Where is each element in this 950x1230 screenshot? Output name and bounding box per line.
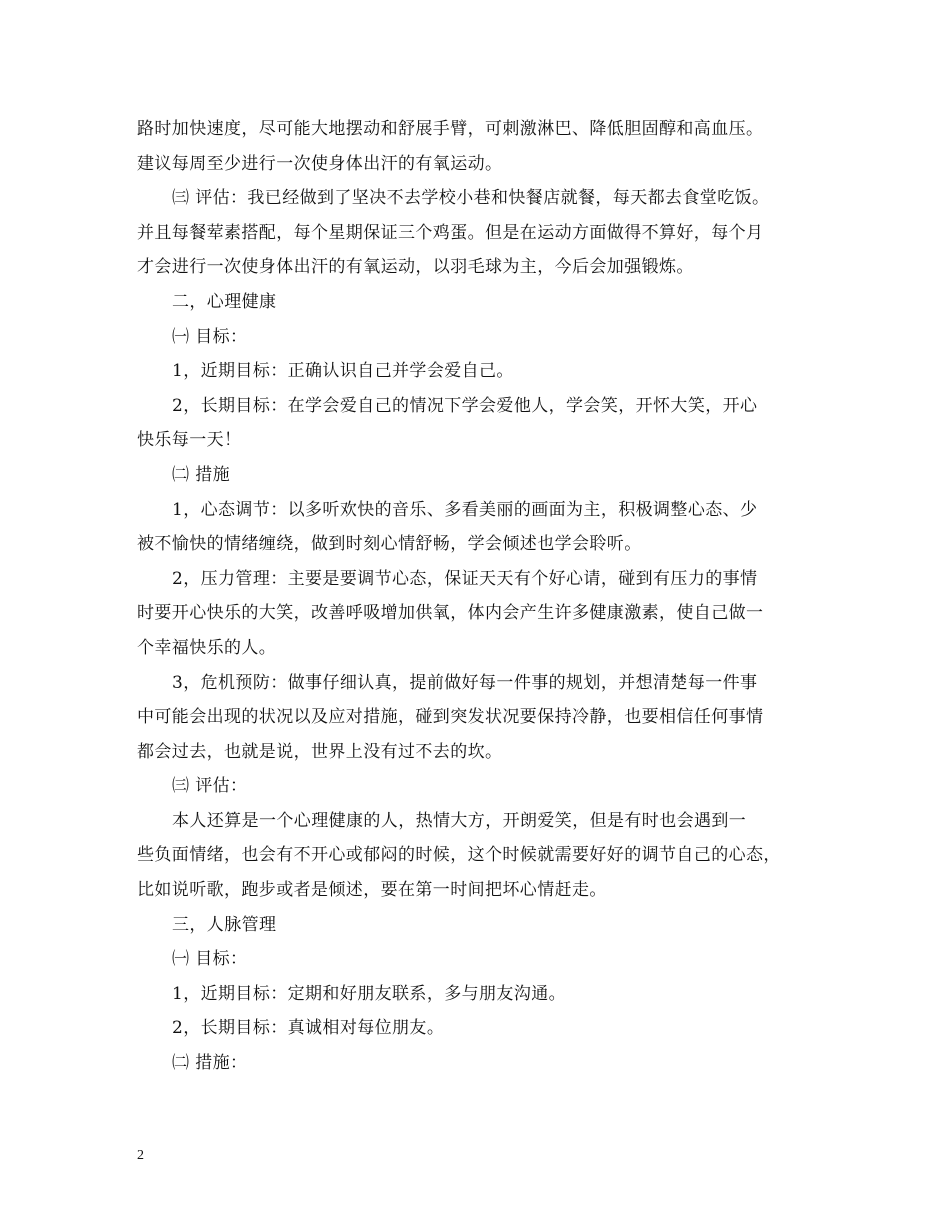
text-line: 2，压力管理：主要是要调节心态，保证天天有个好心请，碰到有压力的事情 bbox=[172, 568, 758, 589]
text-line: 都会过去，也就是说，世界上没有过不去的坎。 bbox=[137, 741, 503, 762]
text-line: ㈡ 措施 bbox=[172, 464, 231, 485]
text-line: 个幸福快乐的人。 bbox=[137, 637, 277, 658]
text-line: 时要开心快乐的大笑，改善呼吸增加供氧，体内会产生许多健康激素，使自己做一 bbox=[137, 603, 764, 624]
text-line: 比如说听歌，跑步或者是倾述，要在第一时间把坏心情赶走。 bbox=[137, 880, 607, 901]
page-number: 2 bbox=[137, 1148, 144, 1163]
text-line: 才会进行一次使身体出汗的有氧运动，以羽毛球为主，今后会加强锻炼。 bbox=[137, 257, 694, 278]
text-line: 2，长期目标：在学会爱自己的情况下学会爱他人，学会笑，开怀大笑，开心 bbox=[172, 395, 758, 416]
text-line: 1，近期目标：定期和好朋友联系，多与朋友沟通。 bbox=[172, 983, 567, 1004]
text-line: 2，长期目标：真诚相对每位朋友。 bbox=[172, 1018, 445, 1039]
text-line: ㈠ 目标： bbox=[172, 949, 248, 970]
text-line: 1，近期目标：正确认识自己并学会爱自己。 bbox=[172, 361, 514, 382]
text-line: 被不愉快的情绪缠绕，做到时刻心情舒畅，学会倾述也学会聆听。 bbox=[137, 534, 642, 555]
text-line: 1，心态调节：以多听欢快的音乐、多看美丽的画面为主，积极调整心态、少 bbox=[172, 499, 758, 520]
text-line: 路时加快速度，尽可能大地摆动和舒展手臂，可刺激淋巴、降低胆固醇和高血压。 bbox=[137, 119, 764, 139]
text-line: 些负面情绪，也会有不开心或郁闷的时候，这个时候就需要好好的调节自己的心态， bbox=[137, 845, 781, 866]
text-line: 3，危机预防：做事仔细认真，提前做好每一件事的规划，并想清楚每一件事 bbox=[172, 672, 758, 693]
text-line: 建议每周至少进行一次使身体出汗的有氧运动。 bbox=[137, 153, 503, 174]
text-line: 本人还算是一个心理健康的人，热情大方，开朗爱笑，但是有时也会遇到一 bbox=[172, 810, 747, 831]
text-line: 三，人脉管理 bbox=[172, 914, 277, 935]
text-line: ㈠ 目标： bbox=[172, 326, 248, 347]
text-line: 快乐每一天！ bbox=[137, 430, 242, 451]
text-line: 二，心理健康 bbox=[172, 291, 277, 312]
text-line: ㈢ 评估： bbox=[172, 776, 248, 797]
text-line: ㈢ 评估：我已经做到了坚决不去学校小巷和快餐店就餐，每天都去食堂吃饭。 bbox=[172, 188, 770, 209]
document-body bbox=[137, 112, 827, 1081]
text-line: 中可能会出现的状况以及应对措施，碰到突发状况要保持冷静，也要相信任何事情 bbox=[137, 707, 764, 728]
text-line: ㈡ 措施： bbox=[172, 1053, 248, 1074]
text-line: 并且每餐荤素搭配，每个星期保证三个鸡蛋。但是在运动方面做得不算好，每个月 bbox=[137, 222, 764, 243]
